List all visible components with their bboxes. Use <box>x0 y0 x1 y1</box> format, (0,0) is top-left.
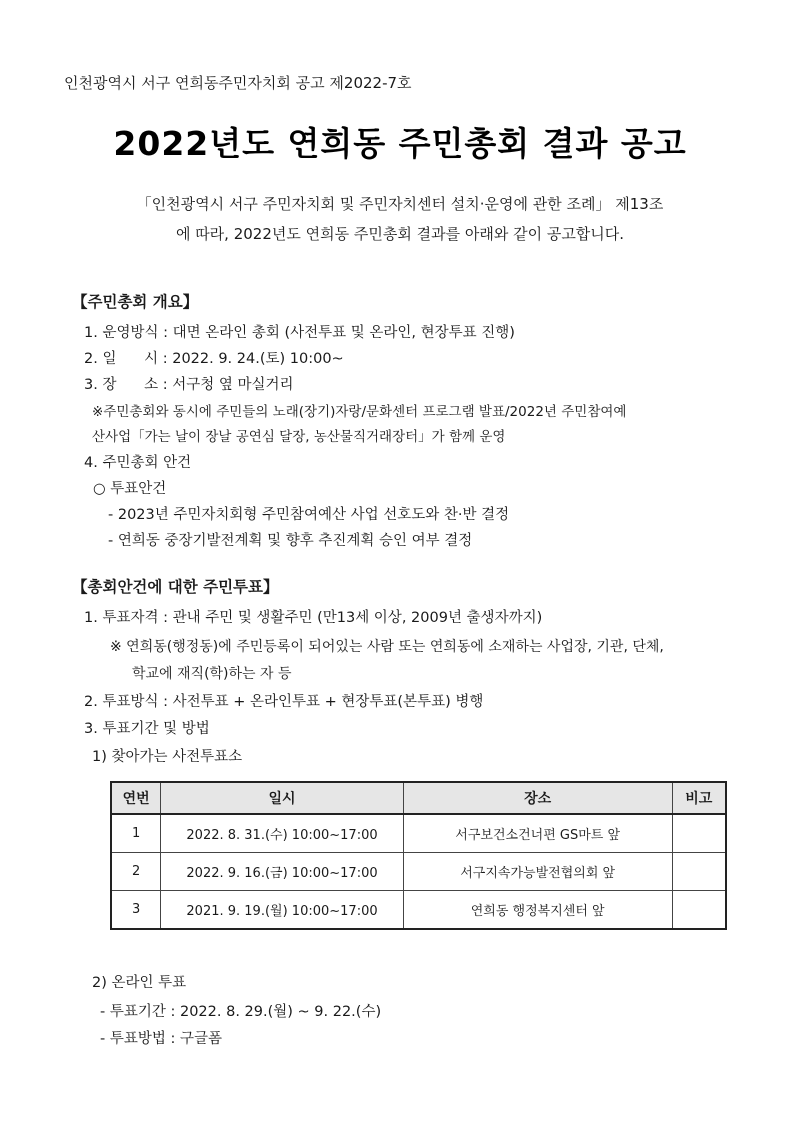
cell-datetime: 2021. 9. 19.(월) 10:00~17:00 <box>161 891 403 930</box>
header-remarks: 비고 <box>672 782 726 814</box>
vote-agenda-item-1: - 2023년 주민자치회형 주민참여예산 사업 선호도와 찬·반 결정 <box>108 507 510 523</box>
header-number: 연번 <box>111 782 161 814</box>
preamble-line-2: 에 따라, 2022년도 연희동 주민총회 결과를 아래와 같이 공고합니다. <box>175 225 625 243</box>
table-row <box>111 814 726 853</box>
vote-method: 2. 투표방식 : 사전투표 + 온라인투표 + 현장투표(본투표) 병행 <box>84 694 484 710</box>
agenda-title: 4. 주민총회 안건 <box>84 455 192 471</box>
vote-agenda-title: ○ 투표안건 <box>93 481 167 497</box>
online-vote-period: - 투표기간 : 2022. 8. 29.(월) ~ 9. 22.(수) <box>100 1004 382 1020</box>
table-row <box>111 853 726 891</box>
advance-vote-table <box>110 781 727 930</box>
table-row <box>111 891 726 930</box>
cell-number: 1 <box>111 814 161 853</box>
cell-remarks <box>672 853 726 891</box>
vote-eligibility-note-2: 학교에 재직(학)하는 자 등 <box>132 666 292 682</box>
vote-period-title: 3. 투표기간 및 방법 <box>84 721 210 737</box>
vote-eligibility: 1. 투표자격 : 관내 주민 및 생활주민 (만13세 이상, 2009년 출생자까지) <box>84 610 543 626</box>
section-heading-overview: 【주민총회 개요】 <box>72 293 199 311</box>
cell-remarks <box>672 814 726 853</box>
advance-vote-title: 1) 찾아가는 사전투표소 <box>92 749 243 765</box>
table-header-row <box>111 782 726 814</box>
overview-item-datetime: 2. 일 시 : 2022. 9. 24.(토) 10:00~ <box>84 351 344 367</box>
document-number: 인천광역시 서구 연희동주민자치회 공고 제2022-7호 <box>64 74 412 92</box>
online-vote-title: 2) 온라인 투표 <box>92 975 187 991</box>
overview-item-method: 1. 운영방식 : 대면 온라인 총회 (사전투표 및 온라인, 현장투표 진행) <box>84 325 515 341</box>
header-datetime: 일시 <box>161 782 403 814</box>
document-title: 2022년도 연희동 주민총회 결과 공고 <box>113 124 687 163</box>
cell-number: 2 <box>111 853 161 891</box>
cell-remarks <box>672 891 726 930</box>
cell-number: 3 <box>111 891 161 930</box>
overview-note-line-1: ※주민총회와 동시에 주민들의 노래(장기)자랑/문화센터 프로그램 발표/2022년 주민참여예 <box>92 404 627 420</box>
preamble-line-1: 「인천광역시 서구 주민자치회 및 주민자치센터 설치·운영에 관한 조례」 제13조 <box>136 195 664 213</box>
vote-eligibility-note-1: ※ 연희동(행정동)에 주민등록이 되어있는 사람 또는 연희동에 소재하는 사업장, 기관, 단체, <box>110 639 664 655</box>
overview-note-line-2: 산사업「가는 날이 장날 공연심 달장, 농산물직거래장터」가 함께 운영 <box>92 429 506 445</box>
cell-location: 서구지속가능발전협의회 앞 <box>403 853 672 891</box>
vote-agenda-item-2: - 연희동 중장기발전계획 및 향후 추진계획 승인 여부 결정 <box>108 533 473 549</box>
online-vote-method: - 투표방법 : 구글폼 <box>100 1031 222 1047</box>
header-location: 장소 <box>403 782 672 814</box>
section-heading-vote: 【총회안건에 대한 주민투표】 <box>72 578 279 596</box>
cell-location: 연희동 행정복지센터 앞 <box>403 891 672 930</box>
cell-datetime: 2022. 9. 16.(금) 10:00~17:00 <box>161 853 403 891</box>
cell-datetime: 2022. 8. 31.(수) 10:00~17:00 <box>161 814 403 853</box>
cell-location: 서구보건소건너편 GS마트 앞 <box>403 814 672 853</box>
overview-item-location: 3. 장 소 : 서구청 옆 마실거리 <box>84 377 294 393</box>
